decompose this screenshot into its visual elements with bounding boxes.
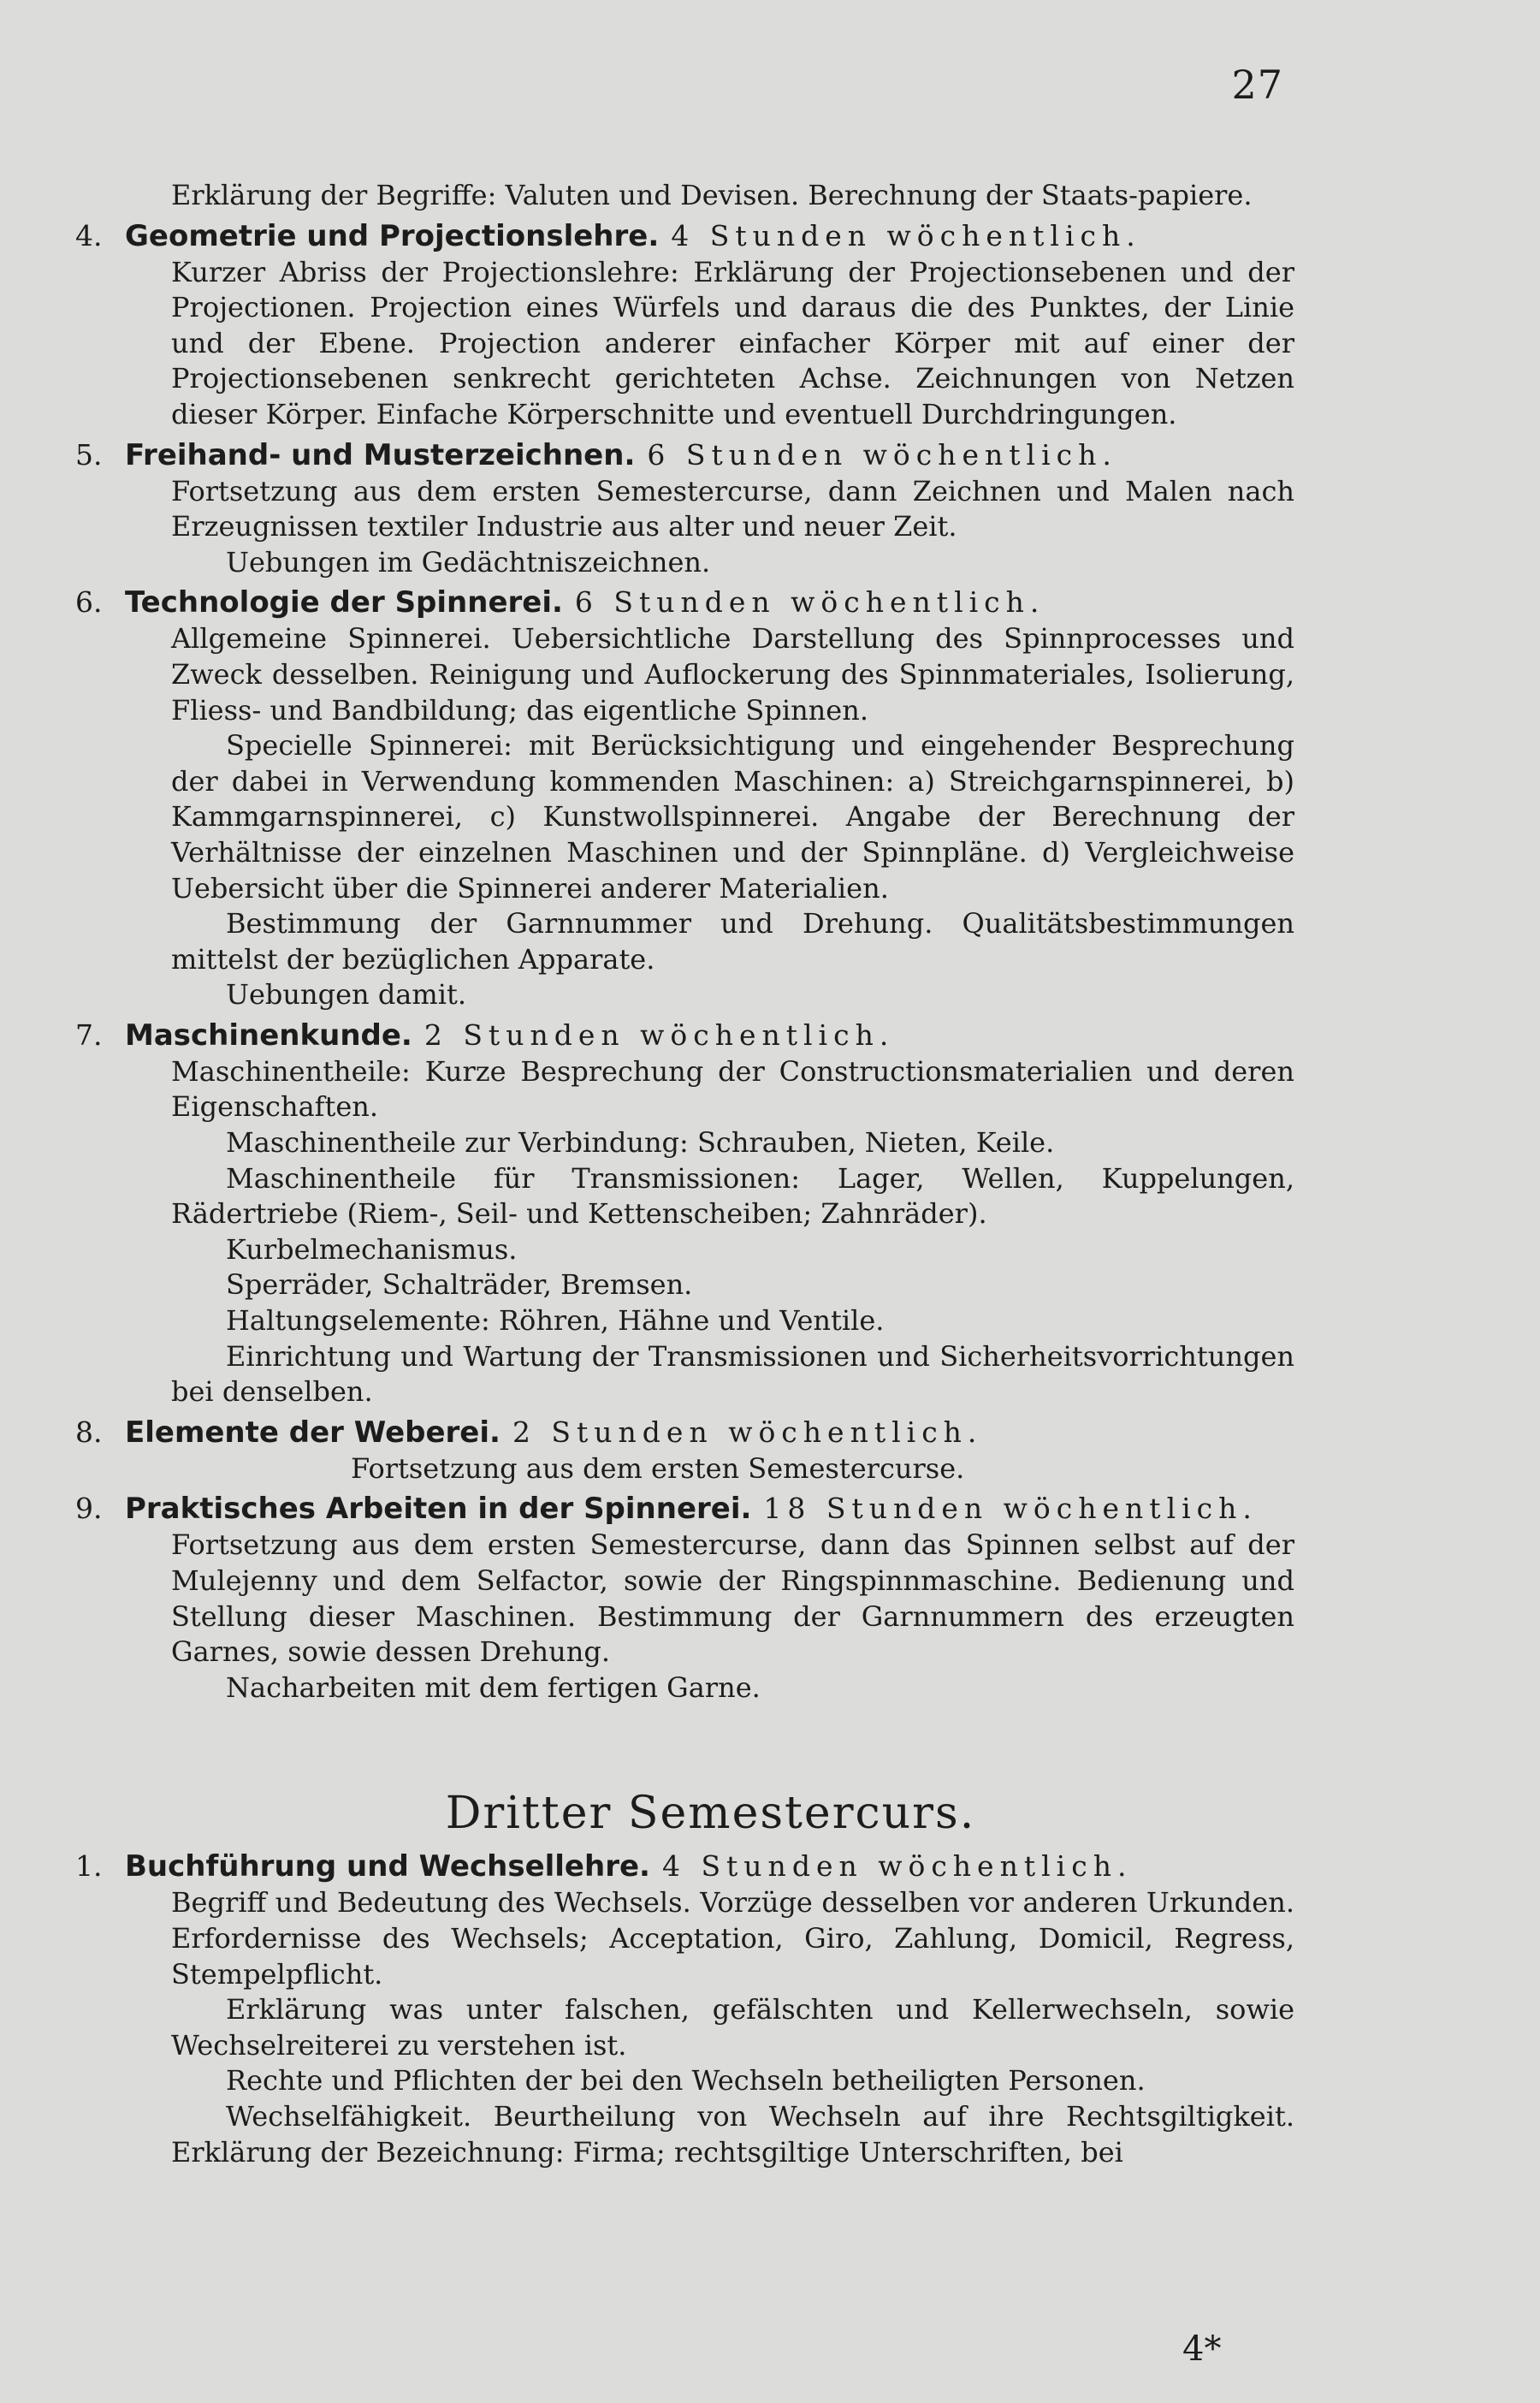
course-title: Buchführung und Wechsellehre. [125, 1849, 650, 1884]
course-heading [75, 1490, 1294, 1528]
course-paragraph: Maschinentheile zur Verbindung: Schrauben, Nieten, Keile. [226, 1126, 1055, 1160]
course-heading [75, 1414, 1294, 1451]
course-paragraph: Rechte und Pflichten der bei den Wechseln betheiligten Personen. [226, 2064, 1146, 2097]
course-item-5 [75, 436, 1294, 581]
course-title: Elemente der Weberei. [125, 1415, 500, 1450]
item-number: 8. [75, 1415, 103, 1449]
course-paragraph: Wechselfähigkeit. Beurtheilung von Wechseln auf ihre Rechtsgiltigkeit. Erklärung der Bezeichnung: Firma; rechtsgiltige Unterschriften, bei [171, 2099, 1294, 2169]
course-hours: 4 Stunden wöchentlich. [671, 218, 1141, 252]
course-item-8 [75, 1414, 1294, 1487]
item-number: 9. [75, 1492, 103, 1526]
course-item-section-1 [75, 1848, 1294, 2170]
item-number: 4. [75, 218, 103, 252]
course-paragraph: Nacharbeiten mit dem fertigen Garne. [226, 1670, 761, 1704]
course-paragraph: Begriff und Bedeutung des Wechsels. Vorzüge desselben vor anderen Urkunden. Erfordernisse des Wechsels; Acceptation, Giro, Zahlung, Domicil, Regress, Stempelpflicht. [171, 1886, 1294, 1991]
course-item-4 [75, 217, 1294, 433]
course-paragraph: Specielle Spinnerei: mit Berücksichtigung und eingehender Besprechung der dabei in Verwendung kommenden Maschinen: a) Streichgarnspinnerei, b) Kammgarnspinnerei, c) Kunstwollspinnerei. Angabe der Berechnung der Verhältnisse der einzelnen Maschinen und der Spinnpläne. d) Vergleichweise Uebersicht über die Spinnerei anderer Materialien. [171, 729, 1294, 905]
course-hours: 6 Stunden wöchentlich. [574, 585, 1045, 620]
course-hours: 2 Stunden wöchentlich. [424, 1018, 895, 1052]
course-heading [75, 1017, 1294, 1054]
course-paragraph: Sperräder, Schalträder, Bremsen. [226, 1268, 693, 1302]
page-body [75, 178, 1294, 2170]
course-hours: 6 Stunden wöchentlich. [647, 437, 1117, 472]
course-hours: 4 Stunden wöchentlich. [661, 1849, 1133, 1884]
course-paragraph: Fortsetzung aus dem ersten Semestercurse. [351, 1451, 965, 1485]
item-number: 7. [75, 1018, 103, 1052]
course-title: Freihand- und Musterzeichnen. [125, 437, 636, 472]
course-paragraph: Uebungen damit. [226, 978, 466, 1012]
course-paragraph: Einrichtung und Wartung der Transmissionen und Sicherheitsvorrichtungen bei denselben. [171, 1339, 1294, 1409]
course-paragraph: Fortsetzung aus dem ersten Semestercurse, dann Zeichnen und Malen nach Erzeugnissen textiler Industrie aus alter und neuer Zeit. [171, 474, 1294, 543]
course-title: Maschinenkunde. [125, 1018, 412, 1053]
course-paragraph: Fortsetzung aus dem ersten Semestercurse, dann das Spinnen selbst auf der Mulejenny und dem Selfactor, sowie der Ringspinnmaschine. Bedienung und Stellung dieser Maschinen. Bestimmung der Garnnummern des erzeugten Garnes, sowie dessen Drehung. [171, 1528, 1294, 1669]
course-item-6 [75, 584, 1294, 1013]
course-title: Praktisches Arbeiten in der Spinnerei. [125, 1492, 752, 1527]
course-paragraph: Kurbelmechanismus. [226, 1232, 518, 1266]
course-paragraph: Uebungen im Gedächtniszeichnen. [226, 545, 711, 578]
section-heading: Dritter Semestercurs. [445, 1788, 976, 1840]
page-number: 27 [1231, 62, 1283, 108]
course-paragraph: Haltungselemente: Röhren, Hähne und Ventile. [226, 1304, 885, 1338]
course-title: Technologie der Spinnerei. [125, 585, 563, 620]
intro-paragraph: Erklärung der Begriffe: Valuten und Devisen. Berechnung der Staats-papiere. [171, 179, 1253, 211]
signature-mark: 4* [1182, 2329, 1222, 2369]
course-heading [75, 436, 1294, 474]
course-item-7 [75, 1017, 1294, 1410]
course-paragraph: Erklärung was unter falschen, gefälschten und Kellerwechseln, sowie Wechselreiterei zu verstehen ist. [171, 1993, 1294, 2062]
course-item-9 [75, 1490, 1294, 1706]
course-paragraph: Kurzer Abriss der Projectionslehre: Erklärung der Projectionsebenen und der Projectionen. Projection eines Würfels und daraus die des Punktes, der Linie und der Ebene. Projection anderer einfacher Körper mit auf einer der Projectionsebenen senkrecht gerichteten Achse. Zeichnungen von Netzen dieser Körper. Einfache Körperschnitte und eventuell Durchdringungen. [171, 255, 1294, 430]
course-hours: 18 Stunden wöchentlich. [763, 1492, 1258, 1526]
course-hours: 2 Stunden wöchentlich. [512, 1415, 983, 1449]
course-heading [75, 217, 1294, 255]
item-number: 5. [75, 437, 103, 472]
item-number: 6. [75, 585, 103, 620]
course-paragraph: Maschinentheile: Kurze Besprechung der Constructionsmaterialien und deren Eigenschaften. [171, 1054, 1294, 1124]
course-paragraph: Bestimmung der Garnnummer und Drehung. Qualitätsbestimmungen mittelst der bezüglichen Apparate. [171, 907, 1294, 976]
course-paragraph: Maschinentheile für Transmissionen: Lager, Wellen, Kuppelungen, Rädertriebe (Riem-, Seil- und Kettenscheiben; Zahnräder). [171, 1161, 1294, 1231]
course-title: Geometrie und Projectionslehre. [125, 218, 660, 253]
course-paragraph: Allgemeine Spinnerei. Uebersichtliche Darstellung des Spinnprocesses und Zweck desselben. Reinigung und Auflockerung des Spinnmateriales, Isolierung, Fliess- und Bandbildung; das eigentliche Spinnen. [171, 622, 1294, 727]
course-heading [75, 1848, 1294, 1885]
course-heading [75, 584, 1294, 621]
item-number: 1. [75, 1849, 103, 1884]
